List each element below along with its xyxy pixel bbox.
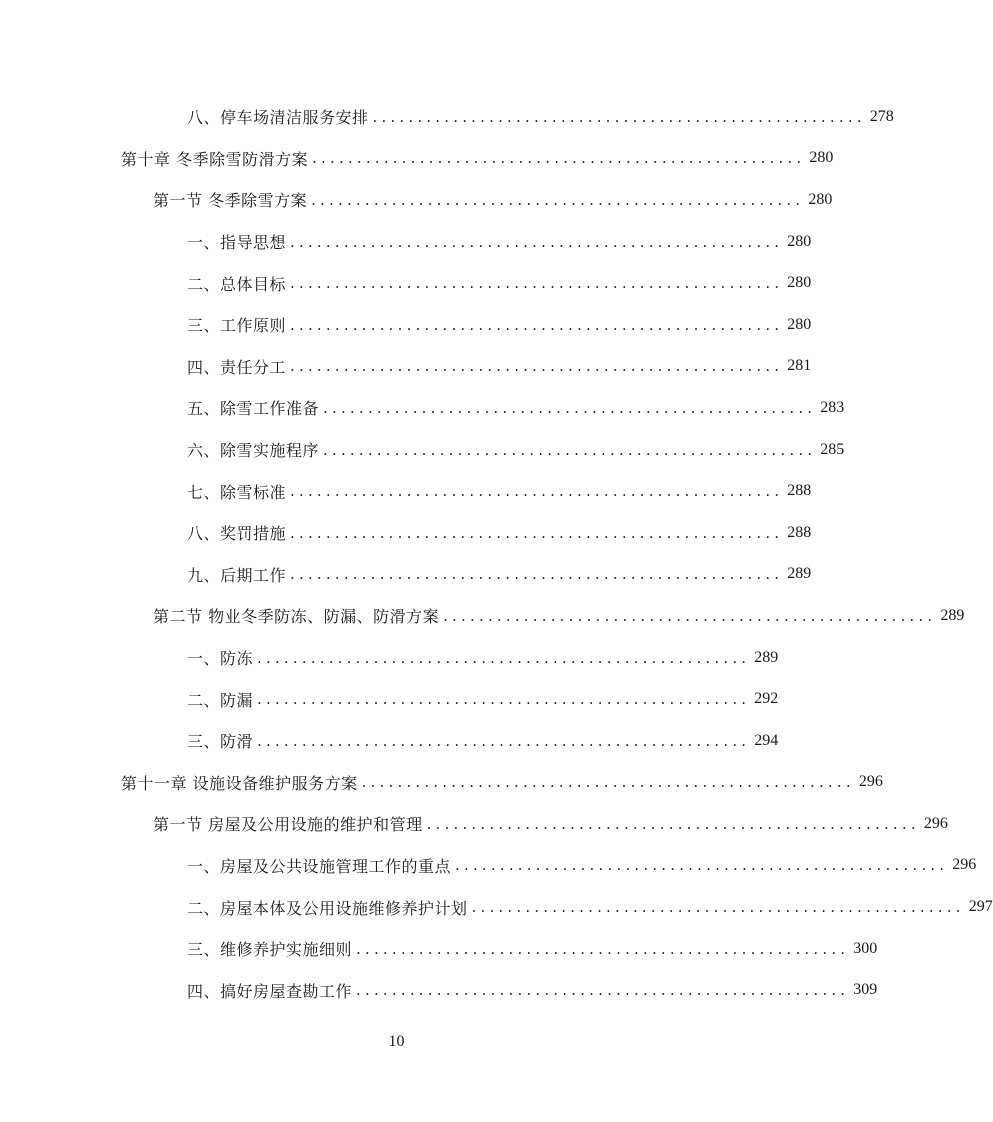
toc-entry[interactable] bbox=[0, 179, 833, 221]
toc-leader-dots: ....................................................... bbox=[257, 690, 751, 709]
table-of-contents bbox=[0, 96, 993, 1011]
toc-entry-title: 三、工作原则 bbox=[187, 316, 287, 336]
toc-leader-dots: ....................................................... bbox=[323, 398, 817, 417]
toc-entry-title: 一、防冻 bbox=[187, 649, 254, 669]
toc-leader-dots: ....................................................... bbox=[471, 898, 965, 917]
toc-leader-dots: ....................................................... bbox=[290, 274, 784, 293]
toc-leader-dots: ....................................................... bbox=[311, 190, 805, 209]
toc-entry-page: 278 bbox=[869, 107, 894, 125]
toc-entry[interactable] bbox=[0, 429, 845, 471]
toc-entry-page: 300 bbox=[853, 939, 878, 957]
toc-entry-title: 三、防滑 bbox=[187, 732, 254, 752]
toc-leader-dots: ....................................................... bbox=[356, 939, 850, 958]
toc-leader-dots: ....................................................... bbox=[257, 648, 751, 667]
toc-entry-page: 309 bbox=[853, 981, 878, 999]
toc-entry-title: 四、责任分工 bbox=[187, 357, 287, 377]
toc-entry-page: 280 bbox=[787, 274, 812, 292]
toc-leader-dots: ....................................................... bbox=[290, 315, 784, 334]
toc-leader-dots: ....................................................... bbox=[372, 107, 866, 126]
toc-entry-title: 第十章 冬季除雪防滑方案 bbox=[121, 149, 309, 169]
toc-entry-page: 289 bbox=[940, 606, 965, 624]
toc-entry-page: 296 bbox=[952, 856, 977, 874]
toc-entry-title: 第一节 房屋及公用设施的维护和管理 bbox=[153, 815, 423, 835]
toc-entry-title: 第十一章 设施设备维护服务方案 bbox=[121, 773, 358, 793]
toc-entry[interactable] bbox=[0, 512, 812, 554]
toc-entry-title: 第二节 物业冬季防冻、防漏、防滑方案 bbox=[153, 607, 440, 627]
toc-entry-title: 四、搞好房屋查勘工作 bbox=[187, 981, 353, 1001]
toc-entry[interactable] bbox=[0, 678, 793, 720]
toc-entry[interactable] bbox=[0, 845, 977, 887]
toc-entry-page: 289 bbox=[754, 648, 779, 666]
toc-leader-dots: ....................................................... bbox=[290, 565, 784, 584]
toc-entry[interactable] bbox=[0, 720, 793, 762]
toc-entry-page: 288 bbox=[787, 482, 812, 500]
toc-entry-page: 297 bbox=[968, 898, 993, 916]
toc-entry-page: 294 bbox=[754, 731, 779, 749]
toc-leader-dots: ....................................................... bbox=[426, 814, 920, 833]
toc-entry-page: 280 bbox=[809, 149, 834, 167]
toc-leader-dots: ....................................................... bbox=[290, 482, 784, 501]
toc-entry[interactable] bbox=[0, 346, 812, 388]
toc-entry-title: 三、维修养护实施细则 bbox=[187, 940, 353, 960]
toc-entry-title: 七、除雪标准 bbox=[187, 482, 287, 502]
toc-entry-title: 八、停车场清洁服务安排 bbox=[187, 108, 369, 128]
toc-entry[interactable] bbox=[0, 595, 965, 637]
toc-entry-page: 296 bbox=[858, 773, 883, 791]
toc-entry-title: 五、除雪工作准备 bbox=[187, 399, 320, 419]
toc-entry-page: 289 bbox=[787, 565, 812, 583]
toc-entry-title: 九、后期工作 bbox=[187, 565, 287, 585]
toc-entry-title: 二、房屋本体及公用设施维修养护计划 bbox=[187, 898, 468, 918]
toc-entry-title: 一、房屋及公共设施管理工作的重点 bbox=[187, 856, 452, 876]
toc-entry[interactable] bbox=[0, 138, 834, 180]
toc-entry[interactable] bbox=[0, 554, 812, 596]
toc-entry[interactable] bbox=[0, 262, 812, 304]
toc-entry-title: 二、防漏 bbox=[187, 690, 254, 710]
page-number: 10 bbox=[388, 1033, 405, 1050]
toc-entry[interactable] bbox=[0, 969, 878, 1011]
toc-leader-dots: ....................................................... bbox=[290, 523, 784, 542]
toc-entry[interactable] bbox=[0, 387, 845, 429]
toc-entry-title: 一、指导思想 bbox=[187, 233, 287, 253]
toc-entry[interactable] bbox=[0, 304, 812, 346]
toc-leader-dots: ....................................................... bbox=[356, 981, 850, 1000]
toc-entry-page: 280 bbox=[787, 315, 812, 333]
toc-entry[interactable] bbox=[0, 221, 812, 263]
toc-leader-dots: ....................................................... bbox=[455, 856, 949, 875]
toc-entry[interactable] bbox=[0, 637, 793, 679]
toc-entry-page: 285 bbox=[820, 440, 845, 458]
toc-entry[interactable] bbox=[0, 470, 812, 512]
toc-leader-dots: ....................................................... bbox=[361, 773, 855, 792]
toc-entry-page: 280 bbox=[808, 190, 833, 208]
toc-entry-title: 二、总体目标 bbox=[187, 274, 287, 294]
toc-entry-page: 283 bbox=[820, 398, 845, 416]
toc-entry-page: 296 bbox=[923, 814, 948, 832]
toc-entry-page: 280 bbox=[787, 232, 812, 250]
toc-entry[interactable] bbox=[0, 762, 883, 804]
toc-entry-page: 292 bbox=[754, 690, 779, 708]
toc-leader-dots: ....................................................... bbox=[443, 606, 937, 625]
toc-entry-page: 288 bbox=[787, 523, 812, 541]
toc-entry-title: 第一节 冬季除雪方案 bbox=[153, 191, 308, 211]
toc-entry-title: 六、除雪实施程序 bbox=[187, 441, 320, 461]
toc-entry[interactable] bbox=[0, 96, 894, 138]
toc-leader-dots: ....................................................... bbox=[290, 357, 784, 376]
toc-entry[interactable] bbox=[0, 928, 878, 970]
toc-entry[interactable] bbox=[0, 886, 993, 928]
toc-leader-dots: ....................................................... bbox=[290, 232, 784, 251]
toc-entry[interactable] bbox=[0, 803, 948, 845]
toc-leader-dots: ....................................................... bbox=[312, 149, 806, 168]
toc-leader-dots: ....................................................... bbox=[257, 731, 751, 750]
toc-leader-dots: ....................................................... bbox=[323, 440, 817, 459]
toc-entry-title: 八、奖罚措施 bbox=[187, 524, 287, 544]
toc-entry-page: 281 bbox=[787, 357, 812, 375]
